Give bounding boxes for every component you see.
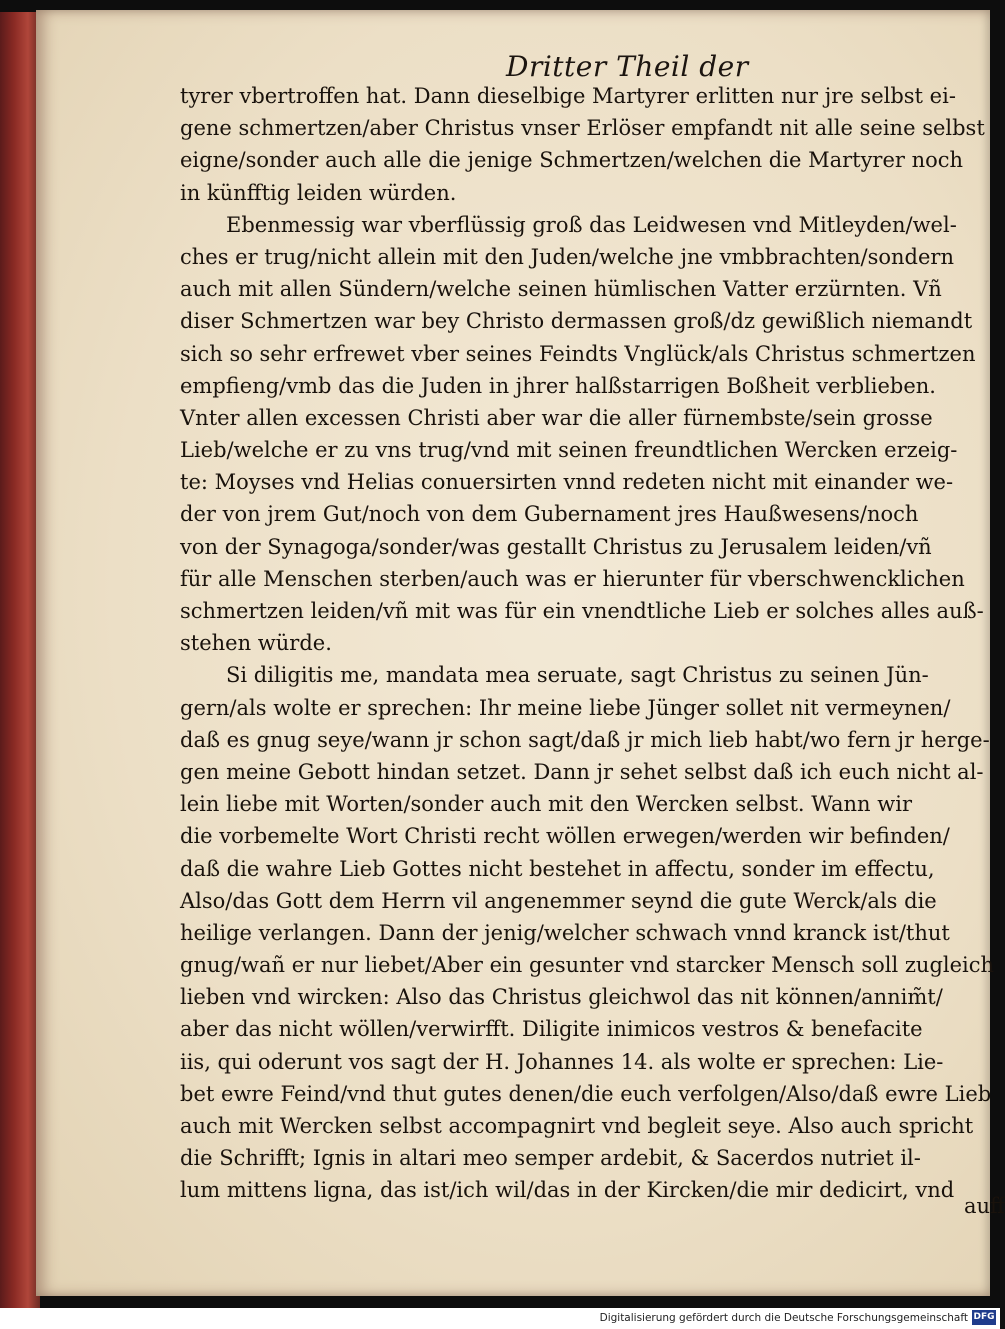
text-line: gern/als wolte er sprechen: Ihr meine liebe Jünger sollet nit vermeynen/ <box>180 695 951 720</box>
body-text <box>180 80 995 1207</box>
text-line: der von jrem Gut/noch von dem Gubernament jres Haußwesens/noch <box>180 502 919 527</box>
text-line: heilige verlangen. Dann der jenig/welcher schwach vnnd kranck ist/thut <box>180 920 950 945</box>
text-line: daß es gnug seye/wann jr schon sagt/daß jr mich lieb habt/wo fern jr herge- <box>180 727 990 752</box>
text-line: gene schmertzen/aber Christus vnser Erlöser empfandt nit alle seine selbst <box>180 116 985 141</box>
text-line: von der Synagoga/sonder/was gestallt Christus zu Jerusalem leiden/vñ <box>180 534 932 559</box>
text-line: für alle Menschen sterben/auch was er hierunter für vberschwencklichen <box>180 566 965 591</box>
text-line: empfieng/vmb das die Juden in jhrer halßstarrigen Boßheit verblieben. <box>180 373 936 398</box>
text-line: Si diligitis me, mandata mea seruate, sagt Christus zu seinen Jün- <box>226 663 929 688</box>
text-line: auch mit allen Sündern/welche seinen hümlischen Vatter erzürnten. Vñ <box>180 277 942 302</box>
text-line: stehen würde. <box>180 631 332 656</box>
running-head: Dritter Theil der <box>506 50 749 83</box>
text-line: aber das nicht wöllen/verwirfft. Diligite inimicos vestros & benefacite <box>180 1017 923 1042</box>
text-line: ches er trug/nicht allein mit den Juden/welche jne vmbbrachten/sondern <box>180 244 954 269</box>
text-line: gnug/wañ er nur liebet/Aber ein gesunter vnd starcker Mensch soll zugleich <box>180 953 995 978</box>
text-line: schmertzen leiden/vñ mit was für ein vnendtliche Lieb er solches alles auß- <box>180 599 984 623</box>
text-line: daß die wahre Lieb Gottes nicht bestehet in affectu, sonder im effectu, <box>180 856 935 881</box>
text-line: lieben vnd wircken: Also das Christus gleichwol das nit können/annim̃t/ <box>180 985 943 1010</box>
text-line: sich so sehr erfrewet vber seines Feindts Vnglück/als Christus schmertzen <box>180 341 976 366</box>
text-line: tyrer vbertroffen hat. Dann dieselbige Martyrer erlitten nur jre selbst ei- <box>180 84 956 108</box>
text-line: te: Moyses vnd Helias conuersirten vnnd redeten nicht mit einander we- <box>180 470 954 495</box>
text-line: die Schrifft; Ignis in altari meo semper ardebit, & Sacerdos nutriet il- <box>180 1146 921 1171</box>
text-line: Ebenmessig war vberflüssig groß das Leidwesen vnd Mitleyden/wel- <box>226 212 957 237</box>
text-line: in künfftig leiden würden. <box>180 180 457 205</box>
text-line: gen meine Gebott hindan setzet. Dann jr sehet selbst daß ich euch nicht al- <box>180 759 984 784</box>
text-line: Lieb/welche er zu vns trug/vnd mit seinen freundtlichen Wercken erzeig- <box>180 438 958 463</box>
text-line: die vorbemelte Wort Christi recht wöllen erwegen/werden wir befinden/ <box>180 824 950 849</box>
catchword: auff <box>964 1194 1005 1218</box>
text-line: bet ewre Feind/vnd thut gutes denen/die euch verfolgen/Also/daß ewre Lieb <box>180 1081 992 1106</box>
text-line: lum mittens ligna, das ist/ich wil/das in der Kircken/die mir dedicirt, vnd <box>180 1178 955 1203</box>
footer-credit: Digitalisierung gefördert durch die Deutsche Forschungsgemeinschaft <box>599 1312 968 1324</box>
text-line: diser Schmertzen war bey Christo dermassen groß/dz gewißlich niemandt <box>180 309 973 334</box>
text-line: lein liebe mit Worten/sonder auch mit den Wercken selbst. Wann wir <box>180 792 912 817</box>
text-line: eigne/sonder auch alle die jenige Schmertzen/welchen die Martyrer noch <box>180 148 964 173</box>
text-line: iis, qui oderunt vos sagt der H. Johannes 14. als wolte er sprechen: Lie- <box>180 1049 944 1074</box>
dfg-logo: DFG <box>972 1310 996 1325</box>
book-red-edge <box>0 12 40 1308</box>
text-line: Also/das Gott dem Herrn vil angenemmer seynd die gute Werck/als die <box>180 888 937 913</box>
text-line: auch mit Wercken selbst accompagnirt vnd begleit seye. Also auch spricht <box>180 1114 974 1138</box>
text-line: Vnter allen excessen Christi aber war die aller fürnembste/sein grosse <box>180 405 933 430</box>
